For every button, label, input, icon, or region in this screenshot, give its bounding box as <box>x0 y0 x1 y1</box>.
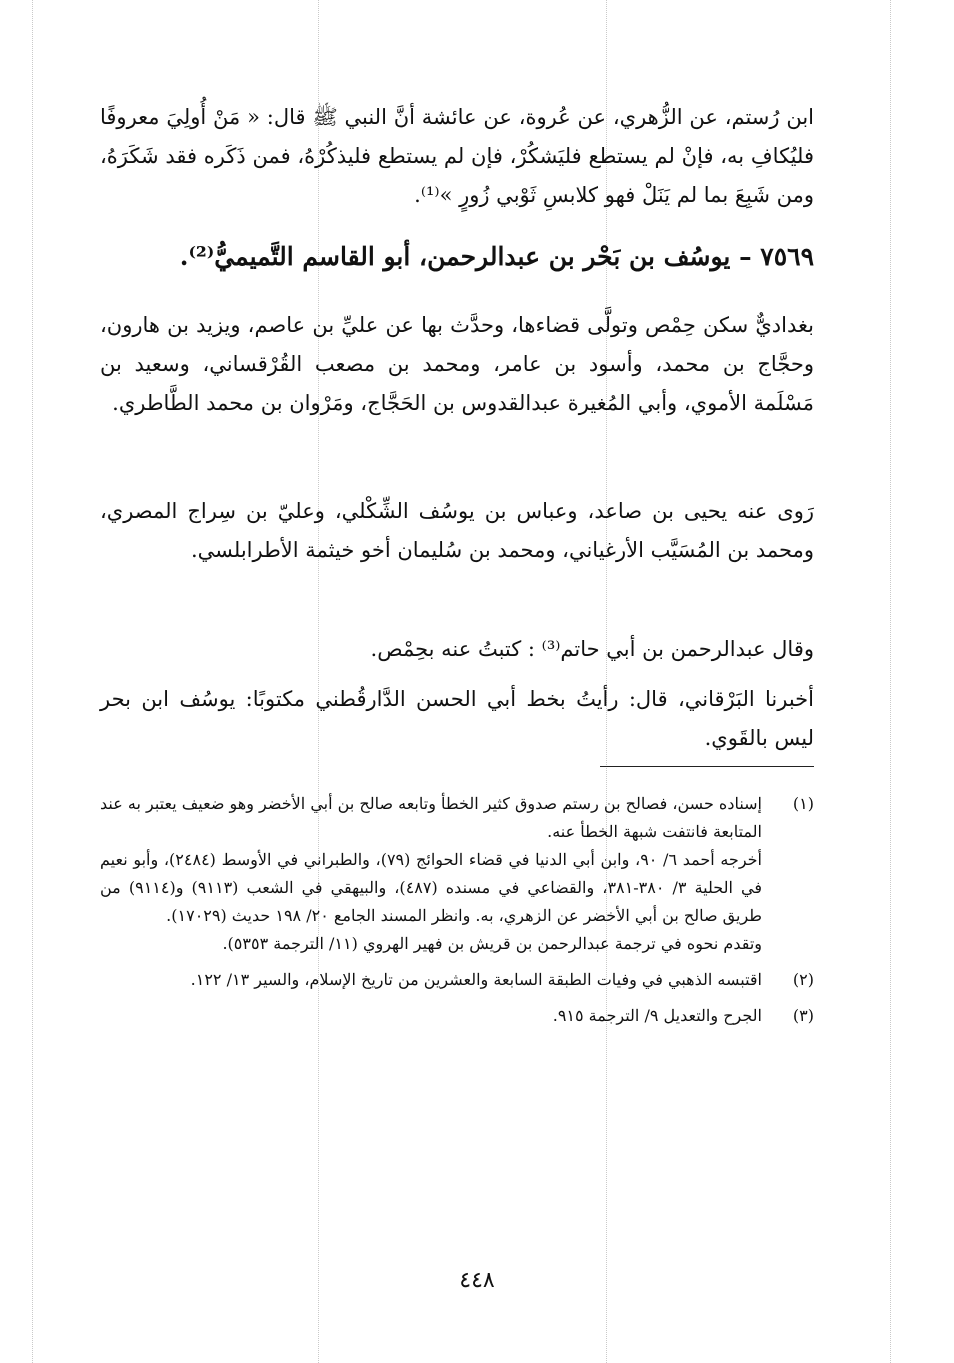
footnote-text: اقتبسه الذهبي في وفيات الطبقة السابعة والعشرين من تاريخ الإسلام، والسير ١٣/ ١٢٢. <box>190 970 762 989</box>
page-number: ٤٤٨ <box>459 1268 495 1293</box>
paragraph-text: بغداديٌّ سكن حِمْص وتولَّى قضاءها، وحدَّث بها عن عليِّ بن عاصم، ويزيد بن هارون، وحجَّاج بن محمد، وأسود بن عامر، ومحمد بن مصعب القُرْقساني، وسعيد بن مَسْلَمة الأموي، وأبي المُغيرة عبدالقدوس بن الحَجَّاج، ومَرْوان بن محمد الطَّاطري. <box>100 313 814 415</box>
paragraph-text: وقال عبدالرحمن بن أبي حاتم⁽³⁾ : كتبتُ عنه بحِمْص. <box>370 637 814 661</box>
footnote-continuation: أخرجه أحمد ٦/ ٩٠، وابن أبي الدنيا في قضاء الحوائج (٧٩)، والطبراني في الأوسط (٢٤٨٤)، وأبو نعيم في الحلية ٣/ ٣٨٠-٣٨١، والقضاعي في مسنده (٤٨٧)، والبيهقي في الشعب (٩١١٣) و(٩١١٤) من طريق صالح بن أبي الأخضر عن الزهري، به. وانظر المسند الجامع ٢٠/ ١٩٨ حديث (١٧٠٢٩). <box>100 850 763 925</box>
paragraph-text: رَوى عنه يحيى بن صاعد، وعباس بن يوسُف الشِّكْلي، وعليّ بن سِراج المصري، ومحمد بن المُسَيَّب الأرغياني، ومحمد بن سُليمان أخو خيثمة الأطرابلسي. <box>100 499 814 562</box>
footnote-text: الجرح والتعديل ٩/ الترجمة ٩١٥. <box>552 1006 762 1025</box>
footnote-number: (١) <box>792 794 814 813</box>
footnote-2 <box>100 966 814 994</box>
footnote-number: (٣) <box>792 1006 814 1025</box>
footnote-text: إسناده حسن، فصالح بن رستم صدوق كثير الخطأ وتابعه صالح بن أبي الأخضر وهو ضعيف يعتبر به عند المتابعة فانتفت شبهة الخطأ عنه. <box>100 794 762 841</box>
quote-paragraph <box>100 630 814 669</box>
footnotes <box>100 790 814 1030</box>
entry-heading: ٧٥٦٩ – يوسُف بن بَحْر بن عبدالرحمن، أبو القاسم التَّميميُّ⁽²⁾. <box>179 242 814 271</box>
footnote-3 <box>100 1002 814 1030</box>
report-paragraph <box>100 680 814 758</box>
footnote-separator <box>600 766 814 767</box>
paragraph-text: أخبرنا البَرْقاني، قال: رأيتُ بخط أبي الحسن الدَّارقُطني مكتوبًا: يوسُف ابن بحر ليس بالقَوي. <box>100 687 814 750</box>
paragraph-text: ابن رُستم، عن الزُّهري، عن عُروة، عن عائشة أنَّ النبي ﷺ قال: « مَنْ أُولِيَ معروفًا فليُكافِ به، فإنْ لم يستطع فليَشكُرْ، فإن لم يستطع فليذكُرْهُ، فمن ذَكَره فقد شَكَرَهُ، ومن شَبِعَ بما لم يَنَلْ فهو كلابسِ ثَوْبي زُورٍ »⁽¹⁾. <box>100 105 814 207</box>
footnote-number: (٢) <box>792 970 814 989</box>
footnote-1 <box>100 790 814 846</box>
scan-guide-line <box>890 0 891 1363</box>
hadith-paragraph <box>100 98 814 215</box>
narrators-paragraph <box>100 492 814 570</box>
scan-guide-line <box>32 0 33 1363</box>
footnote-continuation: وتقدم نحوه في ترجمة عبدالرحمن بن قريش بن فهير الهروي (١١/ الترجمة ٥٣٥٣). <box>222 934 762 953</box>
biography-paragraph <box>100 306 814 423</box>
